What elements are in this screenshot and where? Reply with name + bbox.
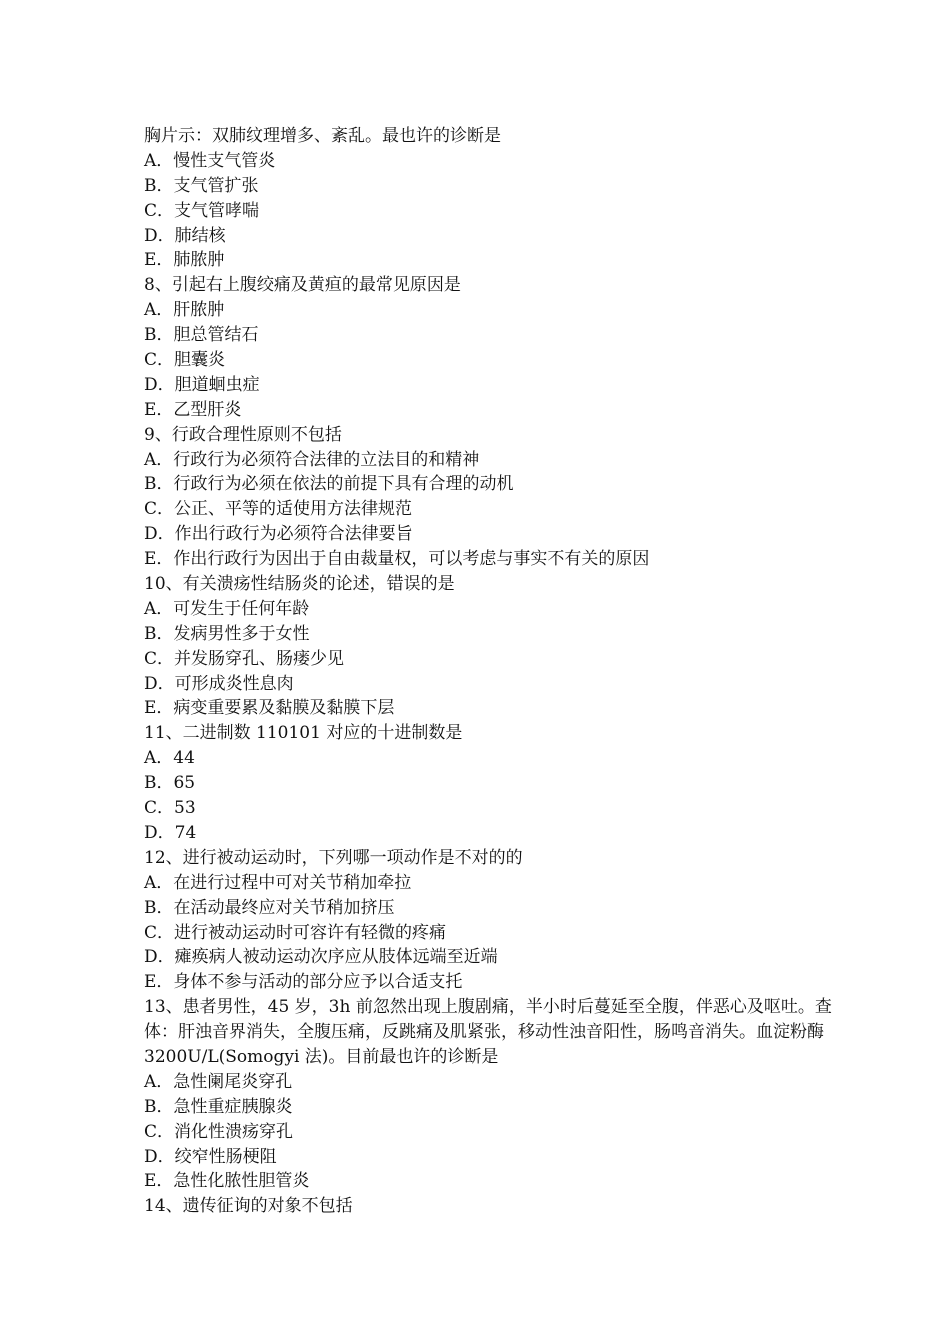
text-line: A．行政行为必须符合法律的立法目的和精神 <box>144 449 480 470</box>
text-line: B．支气管扩张 <box>144 175 259 196</box>
text-line: C．53 <box>144 798 196 819</box>
option-line: A．急性阑尾炎穿孔 <box>144 1071 293 1092</box>
text-line: 12、进行被动运动时，下列哪一项动作是不对的的 <box>144 847 523 868</box>
text-line: B．在活动最终应对关节稍加挤压 <box>144 897 395 918</box>
text-line: E．肺脓肿 <box>144 250 225 271</box>
text-line: E．身体不参与活动的部分应予以合适支托 <box>144 972 463 993</box>
text-line: D．瘫痪病人被动运动次序应从肢体远端至近端 <box>144 947 498 968</box>
text-line: E．乙型肝炎 <box>144 399 242 420</box>
text-line: 10、有关溃疡性结肠炎的论述，错误的是 <box>144 574 455 595</box>
text-line: A．在进行过程中可对关节稍加牵拉 <box>144 872 412 893</box>
text-line: C．并发肠穿孔、肠瘘少见 <box>144 648 345 669</box>
option-line: B．急性重症胰腺炎 <box>144 1096 293 1117</box>
document-body <box>144 124 844 1219</box>
option-line: E．急性化脓性胆管炎 <box>144 1171 310 1192</box>
text-line: D．74 <box>144 822 197 843</box>
question-list <box>144 124 844 995</box>
option-line: D．绞窄性肠梗阻 <box>144 1146 277 1167</box>
text-line: D．肺结核 <box>144 225 226 246</box>
text-line: 11、二进制数 110101 对应的十进制数是 <box>144 723 463 744</box>
text-line: B．发病男性多于女性 <box>144 623 310 644</box>
text-line: 胸片示：双肺纹理增多、紊乱。最也许的诊断是 <box>144 126 501 146</box>
text-line: B．行政行为必须在依法的前提下具有合理的动机 <box>144 474 514 495</box>
text-line: A．慢性支气管炎 <box>144 150 276 171</box>
text-line: A．44 <box>144 748 195 769</box>
text-line: A．肝脓肿 <box>144 300 225 321</box>
text-line: C．胆囊炎 <box>144 350 226 371</box>
text-line: A．可发生于任何年龄 <box>144 598 310 619</box>
text-line: C．公正、平等的适使用方法律规范 <box>144 499 413 520</box>
text-line: E．作出行政行为因出于自由裁量权，可以考虑与事实不有关的原因 <box>144 549 650 570</box>
question-13-stem: 13、患者男性，45 岁，3h 前忽然出现上腹剧痛，半小时后蔓延至全腹，伴恶心及呕吐。查体：肝浊音界消失，全腹压痛，反跳痛及肌紧张，移动性浊音阳性，肠鸣音消失。血淀粉酶 3200U/L(Somogyi 法)。目前最也许的诊断是 <box>144 997 832 1067</box>
text-line: D．作出行政行为必须符合法律要旨 <box>144 524 413 545</box>
option-line: C．消化性溃疡穿孔 <box>144 1121 294 1142</box>
text-line: 8、引起右上腹绞痛及黄疸的最常见原因是 <box>144 275 461 296</box>
question-13-options <box>144 1070 844 1194</box>
question-14-stem: 14、遗传征询的对象不包括 <box>144 1196 353 1217</box>
text-line: B．胆总管结石 <box>144 325 259 346</box>
text-line: D．可形成炎性息肉 <box>144 673 294 694</box>
text-line: C．支气管哮喘 <box>144 200 260 221</box>
text-line: B．65 <box>144 773 196 794</box>
text-line: D．胆道蛔虫症 <box>144 374 260 395</box>
text-line: 9、行政合理性原则不包括 <box>144 424 342 445</box>
text-line: E．病变重要累及黏膜及黏膜下层 <box>144 698 395 719</box>
text-line: C．进行被动运动时可容许有轻微的疼痛 <box>144 922 447 943</box>
